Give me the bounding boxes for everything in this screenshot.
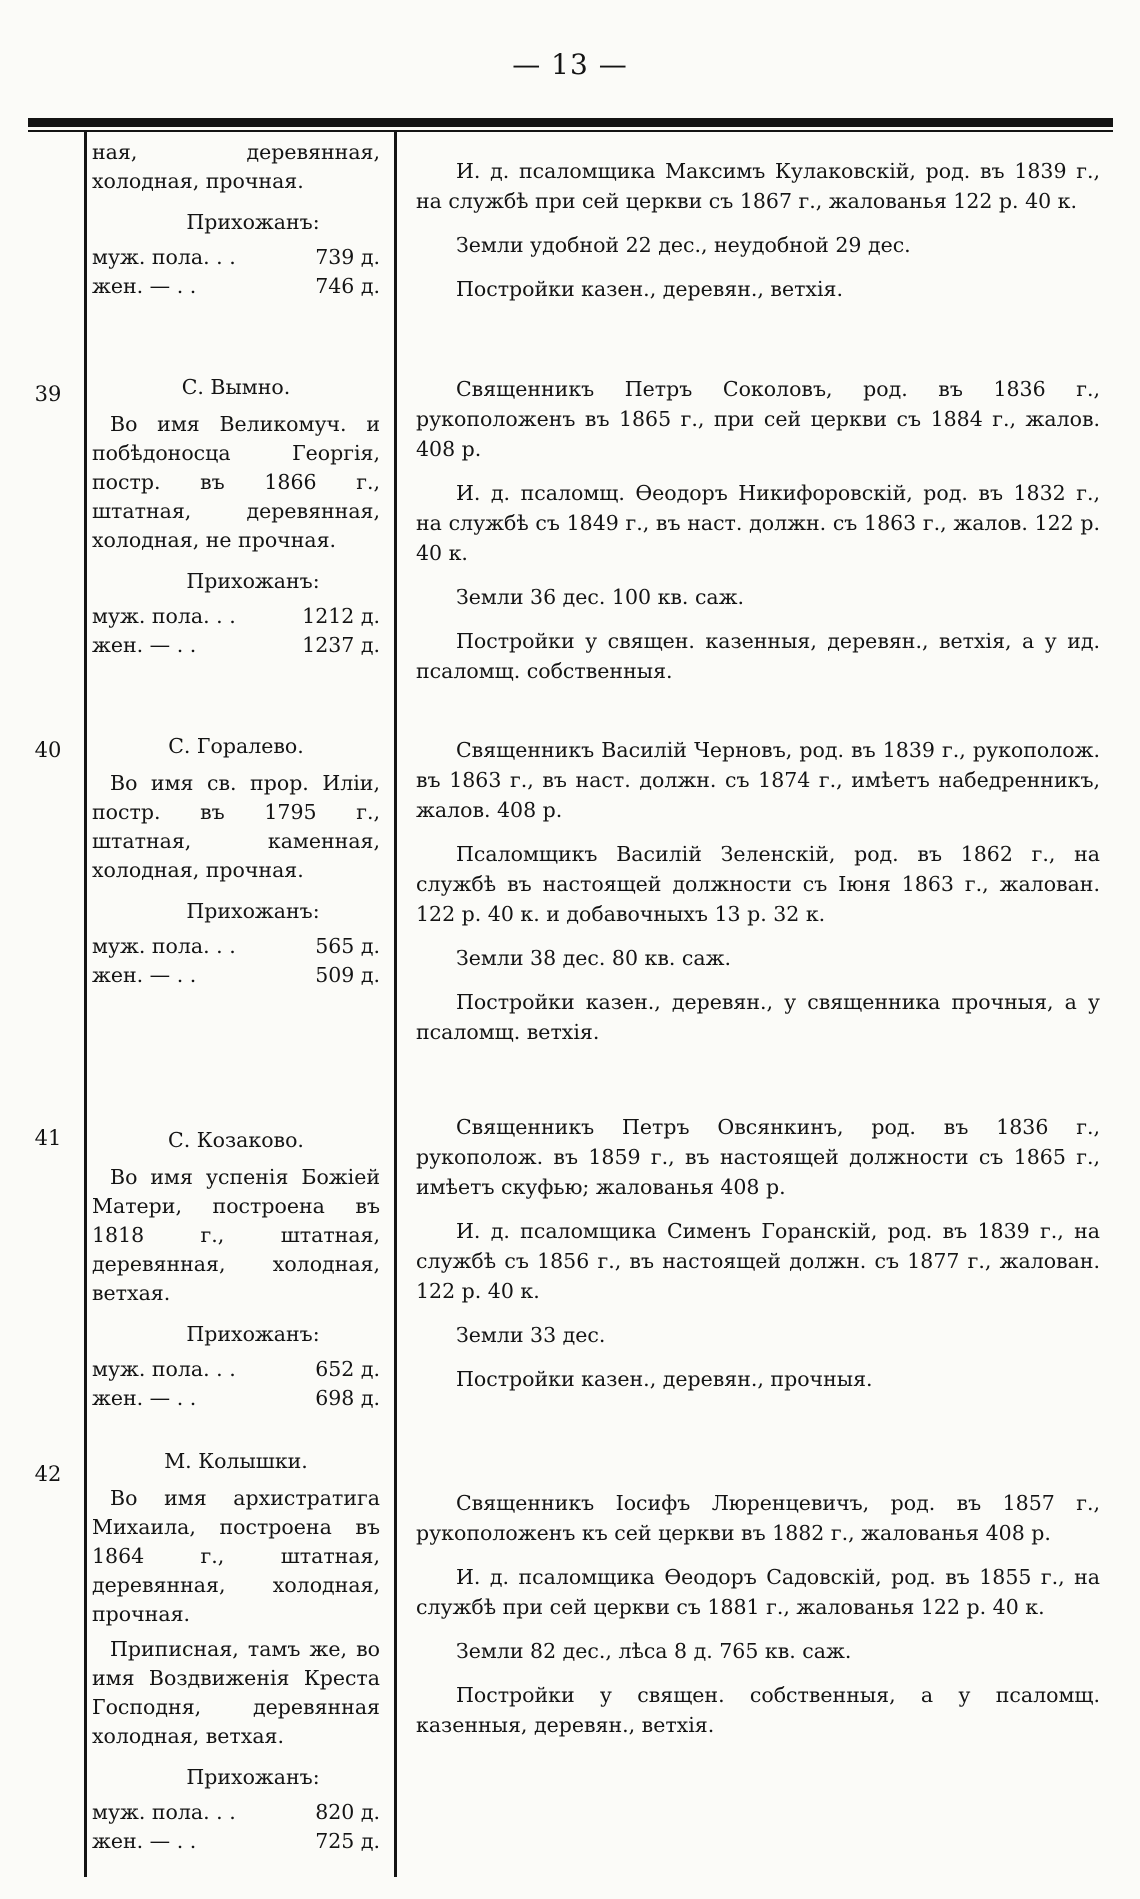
female-count-row — [92, 631, 380, 660]
female-count: 1237 д. — [302, 633, 380, 657]
clergy-line: Священникъ Петръ Овсянкинъ, род. въ 1836 г., рукополож. въ 1859 г., въ настоящей должности съ 1865 г., имѣетъ скуфью; жалованья 408 р. — [416, 1115, 1100, 1199]
clergy-block-42 — [416, 1488, 1100, 1740]
clergy-block-40 — [416, 735, 1100, 1047]
entry-number: 39 — [34, 382, 62, 406]
male-count: 565 д. — [315, 934, 380, 958]
male-count-row — [92, 932, 380, 961]
parishioners-heading: Прихожанъ: — [186, 1322, 320, 1346]
female-count-row — [92, 1827, 380, 1856]
female-count-row — [92, 1384, 380, 1413]
male-count-row — [92, 602, 380, 631]
entry-number: 42 — [34, 1462, 62, 1486]
church-description: Во имя архистратига Михаила, построена въ 1864 г., штатная, деревянная, холодная, прочная. — [92, 1486, 380, 1626]
header-rule — [28, 118, 1113, 127]
continued-church-block — [92, 138, 380, 301]
clergy-line: Священникъ Василій Черновъ, род. въ 1839 г., рукополож. въ 1863 г., въ наст. должн. съ 1874 г., имѣетъ набедренникъ, жалов. 408 р. — [416, 738, 1100, 822]
female-count-row — [92, 961, 380, 990]
church-description: Во имя успенія Божіей Матери, построена въ 1818 г., штатная, деревянная, холодная, ветхая. — [92, 1165, 380, 1305]
female-label: жен. — . . — [92, 1386, 197, 1410]
buildings-line: Постройки у священ. собственныя, а у псаломщ. казенныя, деревян., ветхія. — [416, 1683, 1100, 1737]
female-label: жен. — . . — [92, 633, 197, 657]
parishioners-heading: Прихожанъ: — [186, 899, 320, 923]
land-line: Земли 82 дес., лѣса 8 д. 765 кв. саж. — [456, 1639, 852, 1663]
buildings-line: Постройки у священ. казенныя, деревян., ветхія, а у ид. псаломщ. собственныя. — [416, 629, 1100, 683]
attached-church: Приписная, тамъ же, во имя Воздвиженія Креста Господня, деревянная холодная, ветхая. — [92, 1637, 380, 1748]
female-count: 746 д. — [315, 274, 380, 298]
church-entry-39 — [92, 373, 380, 660]
male-count: 1212 д. — [302, 604, 380, 628]
church-description: Во имя Великомуч. и побѣдоносца Георгія, постр. въ 1866 г., штатная, деревянная, холодная, не прочная. — [92, 412, 380, 552]
male-label: муж. пола. . . — [92, 1800, 236, 1824]
parishioners-heading: Прихожанъ: — [186, 210, 320, 234]
clergy-line: Священникъ Іосифъ Люренцевичъ, род. въ 1857 г., рукоположенъ къ сей церкви въ 1882 г., жалованья 408 р. — [416, 1491, 1100, 1545]
entry-number: 40 — [34, 738, 62, 762]
female-count: 725 д. — [315, 1829, 380, 1853]
female-label: жен. — . . — [92, 1829, 197, 1853]
clergy-line: И. д. псаломщ. Ѳеодоръ Никифоровскій, род. въ 1832 г., на службѣ съ 1849 г., въ наст. должн. съ 1863 г., жалов. 122 р. 40 к. — [416, 481, 1100, 565]
continued-clergy-block — [416, 156, 1100, 304]
male-count-row — [92, 243, 380, 272]
church-entry-42 — [92, 1447, 380, 1856]
female-label: жен. — . . — [92, 963, 197, 987]
male-count-row — [92, 1355, 380, 1384]
buildings-line: Постройки казен., деревян., у священника прочныя, а у псаломщ. ветхія. — [416, 990, 1100, 1044]
clergy-line: И. д. псаломщика Сименъ Горанскій, род. въ 1839 г., на службѣ съ 1856 г., въ настоящей должн. съ 1877 г., жалован. 122 р. 40 к. — [416, 1219, 1100, 1303]
clergy-line: И. д. псаломщика Ѳеодоръ Садовскій, род. въ 1855 г., на службѣ при сей церкви съ 1881 г., жалованья 122 р. 40 к. — [416, 1565, 1100, 1619]
place-name: С. Вымно. — [181, 375, 291, 399]
place-name: М. Колышки. — [164, 1449, 308, 1473]
male-label: муж. пола. . . — [92, 604, 236, 628]
male-label: муж. пола. . . — [92, 245, 236, 269]
clergy-block-41 — [416, 1112, 1100, 1394]
place-name: С. Козаково. — [168, 1128, 304, 1152]
page-number: — 13 — — [512, 48, 628, 81]
parishioners-heading: Прихожанъ: — [186, 1765, 320, 1789]
female-count-row — [92, 272, 380, 301]
column-divider-left — [84, 132, 87, 1877]
male-count-row — [92, 1798, 380, 1827]
entry-number: 41 — [34, 1126, 62, 1150]
land-line: Земли удобной 22 дес., неудобной 29 дес. — [456, 233, 911, 257]
church-entry-41 — [92, 1126, 380, 1413]
parishioners-heading: Прихожанъ: — [186, 569, 320, 593]
clergy-block-39 — [416, 374, 1100, 686]
column-divider-right — [394, 132, 397, 1877]
male-count: 652 д. — [315, 1357, 380, 1381]
church-entry-40 — [92, 732, 380, 990]
land-line: Земли 38 дес. 80 кв. саж. — [456, 946, 731, 970]
header-rule-thin — [28, 130, 1113, 132]
female-count: 509 д. — [315, 963, 380, 987]
buildings-line: Постройки казен., деревян., ветхія. — [456, 277, 843, 301]
church-description: Во имя св. прор. Иліи, постр. въ 1795 г., штатная, каменная, холодная, прочная. — [92, 771, 380, 882]
female-label: жен. — . . — [92, 274, 197, 298]
male-label: муж. пола. . . — [92, 934, 236, 958]
clergy-line: Псаломщикъ Василій Зеленскій, род. въ 1862 г., на службѣ въ настоящей должности съ Іюня 1863 г., жалован. 122 р. 40 к. и добавочныхъ 13 р. 32 к. — [416, 842, 1100, 926]
female-count: 698 д. — [315, 1386, 380, 1410]
clergy-line: Священникъ Петръ Соколовъ, род. въ 1836 г., рукоположенъ въ 1865 г., при сей церкви съ 1884 г., жалов. 408 р. — [416, 377, 1100, 461]
male-count: 739 д. — [315, 245, 380, 269]
clergy-line: И. д. псаломщика Максимъ Кулаковскій, род. въ 1839 г., на службѣ при сей церкви съ 1867 г., жалованья 122 р. 40 к. — [416, 159, 1100, 213]
land-line: Земли 33 дес. — [456, 1323, 606, 1347]
male-count: 820 д. — [315, 1800, 380, 1824]
land-line: Земли 36 дес. 100 кв. саж. — [456, 585, 745, 609]
male-label: муж. пола. . . — [92, 1357, 236, 1381]
description-tail: ная, деревянная, холодная, прочная. — [92, 140, 380, 193]
buildings-line: Постройки казен., деревян., прочныя. — [456, 1367, 873, 1391]
place-name: С. Горалево. — [168, 734, 304, 758]
